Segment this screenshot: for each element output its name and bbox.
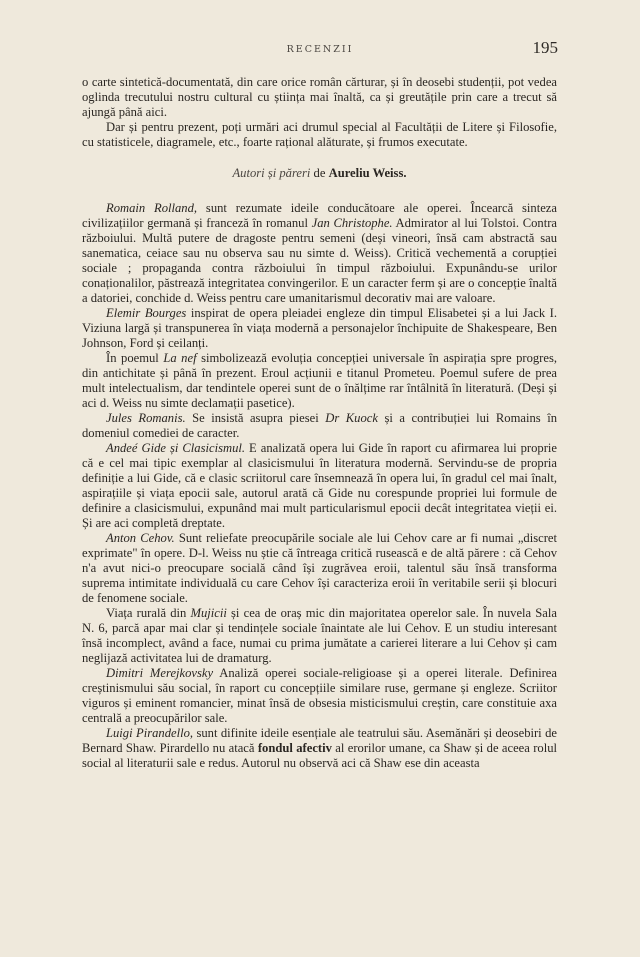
paragraph-emphasis: Jan Christophe. xyxy=(311,216,393,230)
paragraph-text: Analiză operei sociale-religioase și a operei literale. Definirea creștinismului său social, în raport cu concepțiile similare ruse, germane și engleze. Scriitor viguros și eminent romancier, minat însă de obsesia misticismului creștin, care constituie axa centrală a preocupărilor sale. xyxy=(82,666,557,725)
paragraph-text: simbolizează evoluția concepției universale în aspirația spre progres, din antichitate și până în prezent. Eroul acțiunii e titanul Prometeu. Poemul sufere de prea mult intelectualism, dar tendintele operei sunt de o înălțime rar întâlnită în literatură. (Deși și aci d. Weiss nu simte declamații pasetice). xyxy=(82,351,557,410)
paragraph-lead: Anton Cehov. xyxy=(106,531,175,545)
paragraph-emphasis: Mujicii xyxy=(190,606,227,620)
page-body xyxy=(82,75,557,771)
paragraph-lead: Romain Rolland, xyxy=(106,201,198,215)
paragraph-lead: Elemir Bourges xyxy=(106,306,187,320)
paragraph-text: Admirator al lui Tolstoi. Contra războiului. Multă putere de dragoste pentru semeni (deși vineori, însă cam abstractă sau sanematica, ceiace sau nu observa sau nu simte d. Weiss). Critică vechementă a corupției sociale ; propaganda contra războiului în timpul războiului. Expunându-se urilor conaționalilor, păstrează integritatea convingerilor. E un caracter ferm și are o concepție înaltă a datoriei, conchide d. Weiss pentru care umanitarismul decorativ mai are valoare. xyxy=(82,216,557,305)
review-paragraph xyxy=(82,726,557,771)
review-paragraph xyxy=(82,351,557,411)
paragraph-text: și a contribuției lui Romains în domeniul comediei de caracter. xyxy=(82,411,557,440)
review-paragraph xyxy=(82,201,557,306)
paragraph-text: Se insistă asupra piesei xyxy=(185,411,326,425)
intro-paragraph: o carte sintetică-documentată, din care orice român cărturar, și în deosebi studenții, pot vedea oglinda trecutului nostru cultural cu știința mai înaltă, ca și greutățile prin care a trecut să ajungă până aici. xyxy=(82,75,557,119)
review-paragraph xyxy=(82,606,557,666)
section-by: de xyxy=(313,166,326,180)
paragraph-emphasis: Dr Kuock xyxy=(325,411,378,425)
paragraph-text: Sunt reliefate preocupările sociale ale lui Cehov care ar fi numai „discret exprimate" în opere. D-l. Weiss nu știe că întreaga critică rusească e de altă părere : că Cehov n'a avut nici-o preocupare socială când își zugrăvea eroii, talentul său însă transforma suprema intimitate individuală cu care Cehov își caracteriza eroii în veritabile serii și blocuri de fenomene sociale. xyxy=(82,531,557,605)
paragraph-text: În poemul xyxy=(106,351,164,365)
review-paragraph xyxy=(82,441,557,531)
paragraph-strong: fondul afectiv xyxy=(257,741,332,755)
paragraph-text: sunt rezumate ideile conducătoare ale operei. Încearcă sinteza civilizațiilor germană și franceză în romanul xyxy=(82,201,557,230)
review-paragraph xyxy=(82,531,557,606)
running-title: RECENZII xyxy=(286,44,354,55)
paragraph-text: și cea de oraș mic din majoritatea operelor sale. În nuvela Sala N. 6, parcă apar mai clar și tendințele sociale înaintate ale lui Cehov. E un studiu interesant însă incomplect, având a face, numai cu prima jumătate a carierei literare a lui Cehov și cam neglijază activitatea lui de dramaturg. xyxy=(82,606,557,665)
review-paragraph xyxy=(82,666,557,726)
paragraph-lead: Luigi Pirandello, xyxy=(106,726,194,740)
paragraph-text: inspirat de opera pleiadei engleze din timpul Elisabetei și a lui Jack I. Viziuna largă și transpunerea în viața modernă a personajelor închipuite de Shakespeare, Ben Johnson, Ford și ceilanți. xyxy=(82,306,558,350)
page-header xyxy=(0,38,640,62)
intro-paragraph: Dar și pentru prezent, poți urmări aci drumul special al Facultății de Litere și Filosofie, cu statisticele, diagramele, etc., foarte rațional alăturate, și frumos executate. xyxy=(82,120,557,149)
paragraph-lead: Dimitri Merejkovsky xyxy=(106,666,214,680)
paragraph-text: al erorilor umane, ca Shaw și de aceea rolul social al literaturii sale e redus. Autorul nu observă aci că Shaw ese din aceasta xyxy=(82,741,558,770)
review-paragraph xyxy=(82,411,557,441)
paragraph-emphasis: La nef xyxy=(163,351,197,365)
section-title: Autori și păreri xyxy=(232,166,311,180)
section-heading xyxy=(82,166,557,181)
paragraph-text: sunt difinite ideile esențiale ale teatrului său. Asemănări și deosebiri de Bernard Shaw. Pirardello nu atacă xyxy=(82,726,557,755)
review-paragraph xyxy=(82,306,557,351)
paragraph-text: E analizată opera lui Gide în raport cu afirmarea lui proprie că e cel mai tipic exemplar al clasicismului în literatura modernă. Servindu-se de propria definiție a lui Gide, că e clasic scriitorul care însemnează în opera lui, în gradul cel mai înalt, aspirațiile și viața epocii sale, autorul arată că Gide nu corespunde propriei lui formule de definire a clasicismului, expunând mai mult particularismul epocii decât integritatea vieții ei. Și are aci completă dreptate. xyxy=(82,441,557,530)
page-number: 195 xyxy=(532,38,558,57)
paragraph-text: Viața rurală din xyxy=(106,606,191,620)
paragraph-lead: Jules Romanis. xyxy=(106,411,186,425)
section-author: Aureliu Weiss. xyxy=(328,166,407,180)
paragraph-lead: Andeé Gide și Clasicismul. xyxy=(106,441,246,455)
